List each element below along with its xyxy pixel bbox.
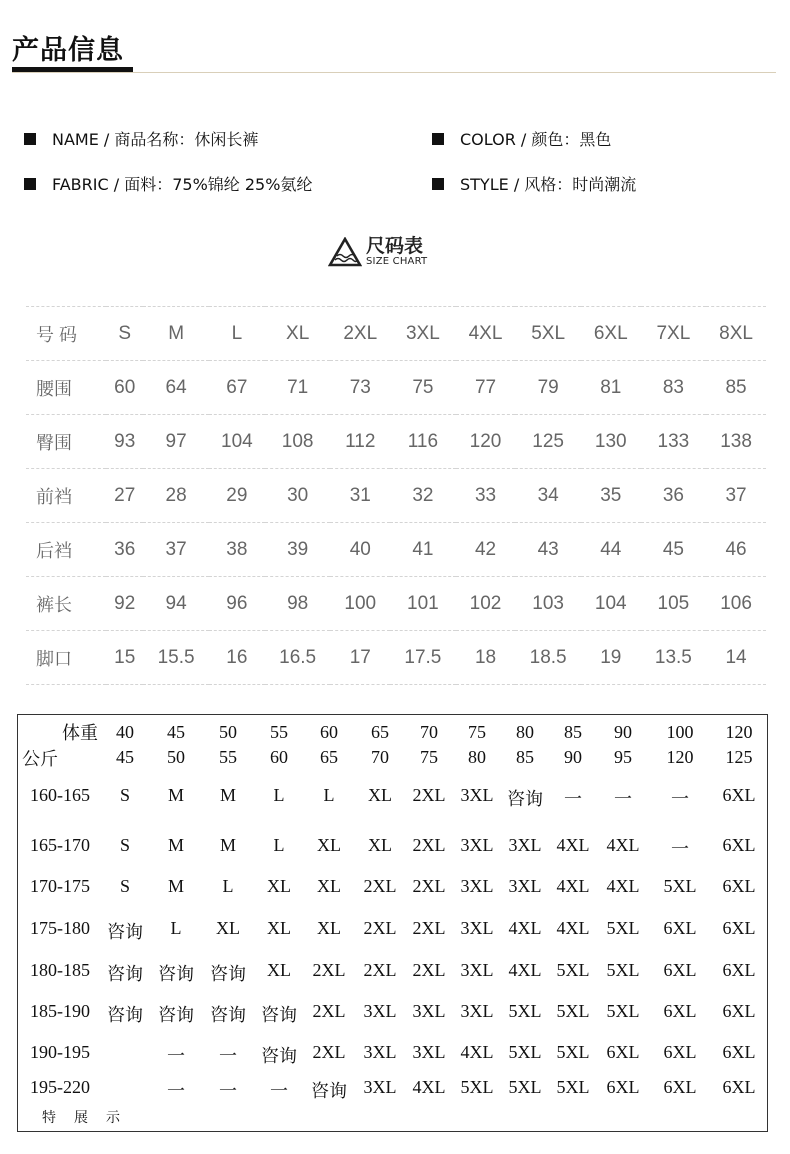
height-range-label: 195-220 <box>30 1077 90 1097</box>
recommended-size-cell: 一 <box>614 789 632 809</box>
recommended-size-cell: 一 <box>167 1046 185 1066</box>
weight-range-end: 55 <box>219 747 237 767</box>
recommended-size-cell: 3XL <box>460 785 494 805</box>
recommended-size-cell: 6XL <box>663 960 697 980</box>
recommended-size-cell: XL <box>317 876 341 896</box>
recommended-size-cell: XL <box>368 835 392 855</box>
weight-range-end: 50 <box>167 747 185 767</box>
recommended-size-cell: 6XL <box>722 918 756 938</box>
recommended-size-cell: 咨询 <box>107 922 143 942</box>
weight-range-end: 65 <box>320 747 338 767</box>
weight-range-start: 90 <box>614 722 632 742</box>
recommended-size-cell: 咨询 <box>107 964 143 984</box>
spec-fabric-text: FABRIC / 面料：75%锦纶 25%氨纶 <box>52 175 313 194</box>
recommended-size-cell: 5XL <box>556 960 590 980</box>
recommended-size-cell: 3XL <box>460 876 494 896</box>
recommended-size-cell: 6XL <box>722 785 756 805</box>
size-cell: 3XL <box>390 307 455 361</box>
weight-range-end: 45 <box>116 747 134 767</box>
size-cell: M <box>143 307 208 361</box>
weight-range-start: 100 <box>666 722 694 742</box>
recommended-size-cell: 2XL <box>312 960 346 980</box>
size-cell: 40 <box>330 523 390 577</box>
weight-label: 体重 <box>62 723 98 743</box>
size-cell: 43 <box>515 523 580 577</box>
page-title: 产品信息 <box>12 35 124 66</box>
size-cell: 79 <box>515 361 580 415</box>
recommended-size-cell: 2XL <box>412 960 446 980</box>
size-row <box>26 307 766 361</box>
recommended-size-cell: 6XL <box>722 876 756 896</box>
size-cell: 15 <box>106 631 143 685</box>
recommended-size-cell: M <box>167 835 185 855</box>
recommended-size-cell: XL <box>368 785 392 805</box>
recommended-size-cell: 5XL <box>508 1001 542 1021</box>
recommended-size-cell: 3XL <box>460 1001 494 1021</box>
size-cell: 28 <box>143 469 208 523</box>
size-cell: 100 <box>330 577 390 631</box>
bullet-square-icon <box>432 133 444 145</box>
size-cell: 15.5 <box>143 631 208 685</box>
size-cell: 81 <box>581 361 641 415</box>
recommended-size-cell: 6XL <box>722 1042 756 1062</box>
recommended-size-cell: M <box>167 785 185 805</box>
recommended-size-cell: 3XL <box>363 1001 397 1021</box>
recommended-size-cell: 咨询 <box>261 1046 297 1066</box>
section-header <box>12 28 124 67</box>
size-cell: 105 <box>641 577 706 631</box>
size-cell: 73 <box>330 361 390 415</box>
weight-range-start: 75 <box>468 722 486 742</box>
size-cell: 93 <box>106 415 143 469</box>
weight-range-end: 95 <box>614 747 632 767</box>
recommended-size-cell: 一 <box>219 1081 237 1101</box>
recommended-size-cell: L <box>170 918 182 938</box>
recommended-size-cell: 4XL <box>412 1077 446 1097</box>
recommended-size-cell: 咨询 <box>507 789 543 809</box>
size-row-label: 脚口 <box>26 631 106 685</box>
recommended-size-cell: 6XL <box>663 1042 697 1062</box>
recommended-size-cell: 2XL <box>412 918 446 938</box>
size-cell: 101 <box>390 577 455 631</box>
recommended-size-cell: 咨询 <box>158 964 194 984</box>
recommended-size-cell: 4XL <box>606 876 640 896</box>
recommended-size-cell: 2XL <box>312 1001 346 1021</box>
size-cell: 41 <box>390 523 455 577</box>
recommended-size-cell: L <box>222 876 234 896</box>
recommended-size-cell: 5XL <box>606 918 640 938</box>
recommended-size-cell: 6XL <box>606 1042 640 1062</box>
recommended-size-cell: 4XL <box>556 876 590 896</box>
recommended-size-cell: M <box>219 785 237 805</box>
recommended-size-cell: 6XL <box>663 918 697 938</box>
size-cell: 35 <box>581 469 641 523</box>
size-row <box>26 415 766 469</box>
size-cell: 102 <box>456 577 516 631</box>
recommended-size-cell: 咨询 <box>158 1005 194 1025</box>
size-cell: 16 <box>209 631 265 685</box>
recommended-size-cell: M <box>167 876 185 896</box>
size-cell: 45 <box>641 523 706 577</box>
size-cell: 85 <box>706 361 766 415</box>
weight-range-end: 90 <box>564 747 582 767</box>
recommended-size-cell: 咨询 <box>311 1081 347 1101</box>
recommended-size-cell: S <box>119 785 131 805</box>
size-cell: 106 <box>706 577 766 631</box>
size-cell: 31 <box>330 469 390 523</box>
size-table <box>26 306 766 685</box>
recommended-size-cell: XL <box>317 835 341 855</box>
size-cell: 112 <box>330 415 390 469</box>
size-row <box>26 523 766 577</box>
recommended-size-cell: 5XL <box>508 1042 542 1062</box>
weight-range-end: 60 <box>270 747 288 767</box>
size-cell: 138 <box>706 415 766 469</box>
weight-height-chart <box>17 714 768 1132</box>
size-cell: 71 <box>265 361 330 415</box>
size-cell: 16.5 <box>265 631 330 685</box>
recommended-size-cell: XL <box>267 918 291 938</box>
size-cell: 130 <box>581 415 641 469</box>
spec-name <box>24 127 258 150</box>
size-cell: 18.5 <box>515 631 580 685</box>
spec-fabric <box>24 172 312 195</box>
size-row-label: 号 码 <box>26 307 106 361</box>
recommended-size-cell: XL <box>317 918 341 938</box>
recommended-size-cell: 咨询 <box>261 1005 297 1025</box>
size-row <box>26 361 766 415</box>
recommended-size-cell: 6XL <box>663 1077 697 1097</box>
spec-style-text: STYLE / 风格：时尚潮流 <box>460 175 637 194</box>
recommended-size-cell: 6XL <box>722 835 756 855</box>
size-cell: 67 <box>209 361 265 415</box>
height-range-label: 185-190 <box>30 1001 90 1021</box>
size-row-label: 裤长 <box>26 577 106 631</box>
size-cell: 104 <box>581 577 641 631</box>
size-cell: 29 <box>209 469 265 523</box>
size-cell: 2XL <box>330 307 390 361</box>
recommended-size-cell: 5XL <box>606 1001 640 1021</box>
recommended-size-cell: 一 <box>219 1046 237 1066</box>
weight-range-start: 120 <box>725 722 753 742</box>
bullet-square-icon <box>24 178 36 190</box>
recommended-size-cell: 一 <box>671 789 689 809</box>
recommended-size-cell: 5XL <box>556 1001 590 1021</box>
size-chart-title-en: SIZE CHART <box>366 256 428 267</box>
size-cell: 39 <box>265 523 330 577</box>
size-cell: 64 <box>143 361 208 415</box>
size-cell: 98 <box>265 577 330 631</box>
size-cell: 37 <box>143 523 208 577</box>
weight-range-start: 40 <box>116 722 134 742</box>
size-row-label: 前裆 <box>26 469 106 523</box>
height-range-label: 165-170 <box>30 835 90 855</box>
size-cell: 44 <box>581 523 641 577</box>
size-cell: 104 <box>209 415 265 469</box>
recommended-size-cell: 4XL <box>508 918 542 938</box>
weight-range-start: 60 <box>320 722 338 742</box>
size-row <box>26 631 766 685</box>
recommended-size-cell: 4XL <box>508 960 542 980</box>
weight-range-end: 75 <box>420 747 438 767</box>
recommended-size-cell: 2XL <box>412 835 446 855</box>
weight-range-start: 55 <box>270 722 288 742</box>
recommended-size-cell: 一 <box>167 1081 185 1101</box>
weight-range-end: 125 <box>725 747 753 767</box>
recommended-size-cell: 5XL <box>460 1077 494 1097</box>
weight-range-start: 85 <box>564 722 582 742</box>
size-cell: 4XL <box>456 307 516 361</box>
recommended-size-cell: 3XL <box>363 1077 397 1097</box>
recommended-size-cell: 2XL <box>412 876 446 896</box>
size-cell: 36 <box>641 469 706 523</box>
size-cell: 13.5 <box>641 631 706 685</box>
weight-range-end: 70 <box>371 747 389 767</box>
size-cell: 103 <box>515 577 580 631</box>
size-cell: 18 <box>456 631 516 685</box>
kg-label: 公斤 <box>22 749 58 769</box>
size-cell: 14 <box>706 631 766 685</box>
size-cell: 17 <box>330 631 390 685</box>
recommended-size-cell: 4XL <box>460 1042 494 1062</box>
recommended-size-cell: 6XL <box>722 1077 756 1097</box>
size-cell: XL <box>265 307 330 361</box>
recommended-size-cell: 咨询 <box>107 1005 143 1025</box>
size-cell: 120 <box>456 415 516 469</box>
size-row-label: 腰围 <box>26 361 106 415</box>
recommended-size-cell: 2XL <box>412 785 446 805</box>
recommended-size-cell: 5XL <box>556 1077 590 1097</box>
bullet-square-icon <box>432 178 444 190</box>
recommended-size-cell: 咨询 <box>210 964 246 984</box>
size-cell: 97 <box>143 415 208 469</box>
size-cell: 108 <box>265 415 330 469</box>
recommended-size-cell: 6XL <box>606 1077 640 1097</box>
recommended-size-cell: 5XL <box>556 1042 590 1062</box>
recommended-size-cell: 3XL <box>412 1001 446 1021</box>
recommended-size-cell: M <box>219 835 237 855</box>
recommended-size-cell: 3XL <box>460 835 494 855</box>
size-cell: 17.5 <box>390 631 455 685</box>
size-cell: 5XL <box>515 307 580 361</box>
size-row-label: 臀围 <box>26 415 106 469</box>
recommended-size-cell: 一 <box>564 789 582 809</box>
size-cell: 30 <box>265 469 330 523</box>
recommended-size-cell: XL <box>267 960 291 980</box>
recommended-size-cell: 6XL <box>663 1001 697 1021</box>
size-cell: 6XL <box>581 307 641 361</box>
recommended-size-cell: 3XL <box>460 960 494 980</box>
recommended-size-cell: 4XL <box>556 835 590 855</box>
spec-color <box>432 127 611 150</box>
spec-color-text: COLOR / 颜色：黑色 <box>460 130 612 149</box>
recommended-size-cell: 3XL <box>412 1042 446 1062</box>
recommended-size-cell: 咨询 <box>210 1005 246 1025</box>
recommended-size-cell: 6XL <box>722 960 756 980</box>
recommended-size-cell: 2XL <box>312 1042 346 1062</box>
height-range-label: 175-180 <box>30 918 90 938</box>
size-cell: 75 <box>390 361 455 415</box>
size-cell: 116 <box>390 415 455 469</box>
recommended-size-cell: 6XL <box>722 1001 756 1021</box>
recommended-size-cell: 2XL <box>363 876 397 896</box>
height-range-label: 180-185 <box>30 960 90 980</box>
spec-style <box>432 172 636 195</box>
recommended-size-cell: 5XL <box>508 1077 542 1097</box>
size-cell: S <box>106 307 143 361</box>
size-cell: 83 <box>641 361 706 415</box>
size-cell: 33 <box>456 469 516 523</box>
recommended-size-cell: 4XL <box>606 835 640 855</box>
recommended-size-cell: 3XL <box>460 918 494 938</box>
recommended-size-cell: 2XL <box>363 918 397 938</box>
height-range-label: 160-165 <box>30 785 90 805</box>
weight-range-start: 80 <box>516 722 534 742</box>
size-cell: 36 <box>106 523 143 577</box>
size-cell: 96 <box>209 577 265 631</box>
size-cell: L <box>209 307 265 361</box>
size-chart-heading <box>328 236 427 268</box>
recommended-size-cell: XL <box>267 876 291 896</box>
title-divider <box>12 72 776 73</box>
weight-range-end: 120 <box>666 747 694 767</box>
size-row <box>26 577 766 631</box>
recommended-size-cell: S <box>119 876 131 896</box>
size-cell: 27 <box>106 469 143 523</box>
height-range-label: 170-175 <box>30 876 90 896</box>
size-cell: 60 <box>106 361 143 415</box>
ruler-triangle-icon <box>328 237 362 267</box>
size-chart-title-cn: 尺码表 <box>366 235 424 257</box>
size-row-label: 后裆 <box>26 523 106 577</box>
recommended-size-cell: 一 <box>270 1081 288 1101</box>
spec-name-text: NAME / 商品名称：休闲长裤 <box>52 130 259 149</box>
recommended-size-cell: S <box>119 835 131 855</box>
size-cell: 32 <box>390 469 455 523</box>
recommended-size-cell: 2XL <box>363 960 397 980</box>
size-cell: 37 <box>706 469 766 523</box>
recommended-size-cell: 4XL <box>556 918 590 938</box>
size-cell: 38 <box>209 523 265 577</box>
recommended-size-cell: XL <box>216 918 240 938</box>
recommended-size-cell: 3XL <box>508 876 542 896</box>
size-cell: 46 <box>706 523 766 577</box>
height-range-label: 190-195 <box>30 1042 90 1062</box>
weight-range-start: 45 <box>167 722 185 742</box>
size-cell: 92 <box>106 577 143 631</box>
weight-range-start: 70 <box>420 722 438 742</box>
weight-range-end: 80 <box>468 747 486 767</box>
recommended-size-cell: 3XL <box>363 1042 397 1062</box>
bullet-square-icon <box>24 133 36 145</box>
weight-range-start: 65 <box>371 722 389 742</box>
recommended-size-cell: 一 <box>671 839 689 859</box>
size-cell: 19 <box>581 631 641 685</box>
recommended-size-cell: L <box>273 835 285 855</box>
recommended-size-cell: L <box>273 785 285 805</box>
size-cell: 7XL <box>641 307 706 361</box>
size-cell: 34 <box>515 469 580 523</box>
chart-footer: 特展示 <box>42 1111 138 1126</box>
size-cell: 42 <box>456 523 516 577</box>
weight-range-end: 85 <box>516 747 534 767</box>
size-cell: 94 <box>143 577 208 631</box>
size-cell: 125 <box>515 415 580 469</box>
weight-range-start: 50 <box>219 722 237 742</box>
size-cell: 8XL <box>706 307 766 361</box>
recommended-size-cell: 5XL <box>663 876 697 896</box>
size-row <box>26 469 766 523</box>
size-cell: 133 <box>641 415 706 469</box>
size-cell: 77 <box>456 361 516 415</box>
recommended-size-cell: L <box>323 785 335 805</box>
recommended-size-cell: 3XL <box>508 835 542 855</box>
recommended-size-cell: 5XL <box>606 960 640 980</box>
